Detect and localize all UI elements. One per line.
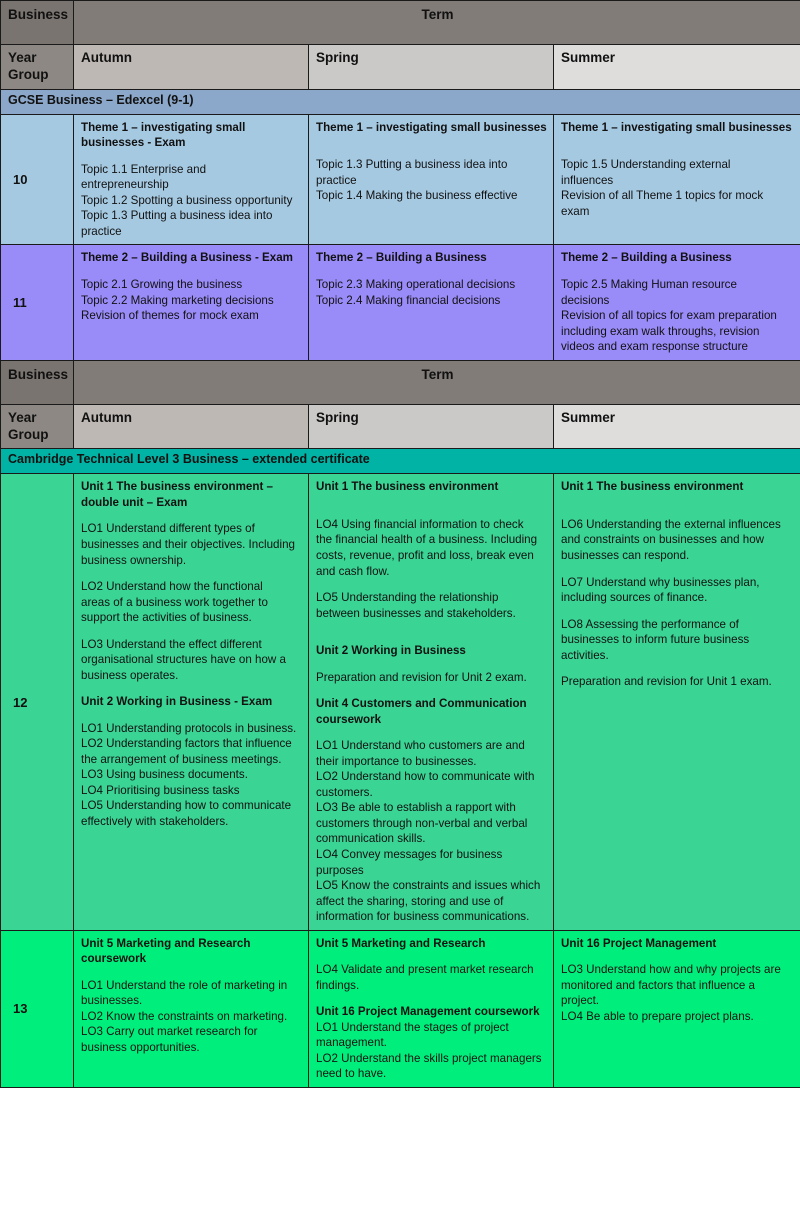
learning-outcome-line: LO3 Understand how and why projects are — [561, 963, 781, 977]
learning-outcome-line: organisational structures have on how a — [81, 653, 286, 667]
term-header-autumn: Autumn — [74, 404, 309, 449]
unit-heading: Unit 5 Marketing and Research — [81, 936, 251, 950]
learning-outcome-line: entrepreneurship — [81, 178, 169, 192]
learning-outcome-line: including sources of finance. — [561, 591, 708, 605]
learning-outcome-line: and cash flow. — [316, 564, 390, 578]
year-number-cell: 10 — [1, 114, 74, 245]
subject-label-cell: Business — [1, 360, 74, 404]
learning-outcome-line: LO2 Understand how to communicate with — [316, 770, 535, 784]
table-body — [1, 1, 800, 1088]
term-names-row — [1, 45, 800, 90]
unit-heading: Theme 2 – Building a Business — [561, 251, 732, 265]
unit-heading: Theme 1 – investigating small — [81, 120, 246, 134]
learning-outcome-line: their importance to businesses. — [316, 754, 477, 768]
content-cell-spring — [309, 245, 554, 360]
paragraph-spacer — [561, 564, 794, 575]
unit-heading: Theme 2 – Building a Business - Exam — [81, 251, 293, 265]
learning-outcome-line: Topic 2.4 Making financial decisions — [316, 293, 501, 307]
learning-outcome-line: Topic 2.1 Growing the business — [81, 278, 243, 291]
paragraph-spacer — [81, 967, 302, 978]
year-group-label-line1: Year — [8, 409, 37, 425]
year-number-cell: 12 — [1, 474, 74, 930]
paragraph-spacer — [316, 135, 547, 146]
learning-outcome-line: businesses and their objectives. Including — [81, 538, 295, 551]
learning-outcome-line: management. — [316, 1036, 387, 1050]
year-group-header-cell — [1, 45, 74, 90]
learning-outcome-line: Preparation and revision for Unit 1 exam. — [561, 675, 772, 689]
learning-outcome-line: LO3 Understand the effect different — [81, 637, 262, 651]
content-cell-summer — [554, 114, 800, 245]
learning-outcome-line: Topic 1.4 Making the business effective — [316, 189, 518, 203]
table-row — [1, 114, 800, 245]
learning-outcome-line: Revision of all Theme 1 topics for mock — [561, 189, 764, 203]
year-number-cell: 11 — [1, 245, 74, 360]
course-banner-row-gcse — [1, 89, 800, 114]
paragraph-spacer — [81, 151, 302, 162]
learning-outcome-line: LO1 Understand who customers are and — [316, 739, 525, 753]
subject-term-header-row — [1, 360, 800, 404]
course-banner-row-cambridge — [1, 449, 800, 474]
learning-outcome-line: purposes — [316, 863, 364, 877]
unit-heading: businesses - Exam — [81, 136, 186, 150]
content-cell-spring — [309, 474, 554, 930]
content-cell-summer — [554, 930, 800, 1087]
paragraph-spacer — [316, 632, 547, 643]
content-cell-summer — [554, 474, 800, 930]
year-group-header-cell — [1, 404, 74, 449]
learning-outcome-line: LO8 Assessing the performance of — [561, 617, 739, 631]
learning-outcome-line: businesses to inform future business — [561, 633, 750, 647]
content-cell-autumn — [74, 474, 309, 930]
paragraph-spacer — [561, 135, 794, 146]
learning-outcome-line: Topic 1.2 Spotting a business opportunity — [81, 193, 293, 207]
learning-outcome-line: monitored and factors that influence a — [561, 978, 755, 992]
learning-outcome-line: Topic 1.1 Enterprise and — [81, 162, 207, 176]
learning-outcome-line: Revision of themes for mock exam — [81, 309, 259, 323]
paragraph-spacer — [316, 579, 547, 590]
unit-heading: Unit 1 The business environment — [561, 480, 744, 494]
learning-outcome-line: LO4 Using financial information to check — [316, 517, 524, 531]
paragraph-spacer — [316, 951, 547, 962]
paragraph-spacer — [561, 495, 794, 506]
paragraph-spacer — [316, 146, 547, 157]
paragraph-spacer — [561, 146, 794, 157]
learning-outcome-line: LO2 Know the constraints on marketing. — [81, 1009, 288, 1023]
learning-outcome-line: need to have. — [316, 1067, 387, 1081]
year-number-cell: 13 — [1, 930, 74, 1087]
year-group-label-line2: Group — [8, 66, 49, 82]
paragraph-spacer — [316, 727, 547, 738]
learning-outcome-line: between businesses and stakeholders. — [316, 606, 516, 620]
learning-outcome-line: LO3 Using business documents. — [81, 768, 248, 782]
learning-outcome-line: business operates. — [81, 668, 179, 682]
paragraph-spacer — [81, 568, 302, 579]
learning-outcome-line: LO1 Understand the stages of project — [316, 1020, 509, 1034]
paragraph-spacer — [316, 659, 547, 670]
year-group-label-line1: Year — [8, 50, 37, 65]
learning-outcome-line: effectively with stakeholders. — [81, 814, 229, 828]
unit-heading: Theme 1 – investigating small businesses — [316, 120, 547, 134]
table-row — [1, 245, 800, 360]
paragraph-spacer — [316, 506, 547, 517]
learning-outcome-line: LO6 Understanding the external influences — [561, 517, 781, 531]
learning-outcome-line: practice — [81, 224, 122, 238]
paragraph-spacer — [561, 951, 794, 962]
learning-outcome-line: the financial health of a business. Including — [316, 533, 538, 547]
unit-heading: Unit 4 Customers and Communication — [316, 697, 527, 711]
learning-outcome-line: LO4 Validate and present market research — [316, 963, 534, 977]
subject-term-header-row — [1, 1, 800, 45]
learning-outcome-line: Topic 2.5 Making Human resource — [561, 278, 737, 291]
content-cell-spring — [309, 114, 554, 245]
learning-outcome-line: Topic 1.5 Understanding external — [561, 158, 731, 172]
learning-outcome-line: Topic 2.3 Making operational decisions — [316, 278, 516, 291]
term-header-summer: Summer — [554, 45, 800, 90]
content-cell-spring — [309, 930, 554, 1087]
learning-outcome-line: LO3 Carry out market research for — [81, 1025, 258, 1039]
learning-outcome-line: the arrangement of business meetings. — [81, 752, 282, 766]
unit-heading: Theme 2 – Building a Business — [316, 251, 487, 265]
learning-outcome-line: activities. — [561, 648, 609, 662]
learning-outcome-line: videos and exam response structure — [561, 340, 748, 354]
learning-outcome-line: LO7 Understand why businesses plan, — [561, 575, 760, 589]
learning-outcome-line: information for business communications. — [316, 910, 530, 924]
learning-outcome-line: LO2 Understand how the functional — [81, 580, 263, 594]
unit-heading: double unit – Exam — [81, 495, 188, 509]
table-row — [1, 474, 800, 930]
term-header-spring: Spring — [309, 45, 554, 90]
learning-outcome-line: Topic 1.3 Putting a business idea into — [81, 209, 273, 223]
learning-outcome-line: businesses can respond. — [561, 549, 690, 562]
paragraph-spacer — [81, 626, 302, 637]
table-row — [1, 930, 800, 1087]
learning-outcome-line: LO4 Prioritising business tasks — [81, 783, 240, 797]
learning-outcome-line: affect the sharing, storing and use of — [316, 894, 504, 908]
learning-outcome-line: areas of a business work together to — [81, 595, 268, 609]
learning-outcome-line: customers through non-verbal and verbal — [316, 816, 528, 830]
learning-outcome-line: LO4 Be able to prepare project plans. — [561, 1009, 754, 1023]
paragraph-spacer — [561, 606, 794, 617]
term-names-row — [1, 404, 800, 449]
paragraph-spacer — [561, 266, 794, 277]
unit-heading: Unit 1 The business environment – — [81, 480, 273, 494]
learning-outcome-line: LO3 Be able to establish a rapport with — [316, 801, 516, 815]
learning-outcome-line: LO5 Know the constraints and issues which — [316, 879, 541, 893]
term-label-cell: Term — [74, 360, 800, 404]
learning-outcome-line: businesses. — [81, 994, 143, 1008]
year-group-label-line2: Group — [8, 426, 49, 442]
learning-outcome-line: project. — [561, 994, 600, 1008]
learning-outcome-line: exam — [561, 204, 590, 218]
paragraph-spacer — [81, 510, 302, 521]
learning-outcome-line: practice — [316, 173, 357, 187]
learning-outcome-line: customers. — [316, 785, 373, 799]
unit-heading: Unit 5 Marketing and Research — [316, 936, 486, 950]
learning-outcome-line: LO5 Understanding the relationship — [316, 591, 499, 605]
learning-outcome-line: Preparation and revision for Unit 2 exam. — [316, 670, 527, 684]
learning-outcome-line: LO2 Understand the skills project managers — [316, 1051, 542, 1065]
learning-outcome-line: LO5 Understanding how to communicate — [81, 799, 292, 813]
content-cell-autumn — [74, 930, 309, 1087]
learning-outcome-line: Topic 1.3 Putting a business idea into — [316, 158, 508, 172]
learning-outcome-line: influences — [561, 173, 614, 187]
learning-outcome-line: decisions — [561, 293, 610, 307]
term-header-autumn: Autumn — [74, 45, 309, 90]
unit-heading: coursework — [316, 712, 382, 726]
paragraph-spacer — [81, 266, 302, 277]
learning-outcome-line: LO2 Understanding factors that influence — [81, 737, 292, 751]
learning-outcome-line: including exam walk throughs, revision — [561, 324, 760, 338]
learning-outcome-line: Topic 2.2 Making marketing decisions — [81, 293, 274, 307]
learning-outcome-line: findings. — [316, 978, 360, 992]
content-cell-autumn — [74, 245, 309, 360]
learning-outcome-line: LO1 Understand the role of marketing in — [81, 978, 288, 992]
subject-label-cell: Business — [1, 1, 74, 45]
paragraph-spacer — [316, 621, 547, 632]
term-label-cell: Term — [74, 1, 800, 45]
paragraph-spacer — [316, 266, 547, 277]
paragraph-spacer — [81, 710, 302, 721]
paragraph-spacer — [316, 993, 547, 1004]
term-header-spring: Spring — [309, 404, 554, 449]
learning-outcome-line: communication skills. — [316, 832, 426, 846]
unit-heading: Theme 1 – investigating small businesses — [561, 120, 792, 134]
course-banner-cambridge: Cambridge Technical Level 3 Business – extended certificate — [1, 449, 800, 474]
paragraph-spacer — [316, 685, 547, 696]
learning-outcome-line: Revision of all topics for exam preparation — [561, 309, 777, 323]
content-cell-summer — [554, 245, 800, 360]
learning-outcome-line: business opportunities. — [81, 1040, 200, 1054]
unit-heading: Unit 2 Working in Business - Exam — [81, 695, 273, 709]
learning-outcome-line: LO1 Understand different types of — [81, 522, 255, 536]
learning-outcome-line: LO4 Convey messages for business — [316, 847, 503, 861]
unit-heading: Unit 1 The business environment — [316, 480, 499, 494]
learning-outcome-line: support the activities of business. — [81, 611, 252, 625]
content-cell-autumn — [74, 114, 309, 245]
paragraph-spacer — [81, 683, 302, 694]
learning-outcome-line: costs, revenue, profit and loss, break even — [316, 549, 534, 562]
paragraph-spacer — [561, 506, 794, 517]
course-banner-gcse: GCSE Business – Edexcel (9-1) — [1, 89, 800, 114]
learning-outcome-line: and constraints on businesses and how — [561, 533, 765, 547]
unit-heading: Unit 16 Project Management coursework — [316, 1005, 540, 1019]
unit-heading: Unit 16 Project Management — [561, 936, 717, 950]
learning-outcome-line: LO1 Understanding protocols in business. — [81, 721, 297, 735]
term-header-summer: Summer — [554, 404, 800, 449]
learning-outcome-line: business ownership. — [81, 553, 187, 567]
paragraph-spacer — [561, 663, 794, 674]
unit-heading: Unit 2 Working in Business — [316, 644, 466, 658]
paragraph-spacer — [316, 495, 547, 506]
unit-heading: coursework — [81, 952, 147, 966]
